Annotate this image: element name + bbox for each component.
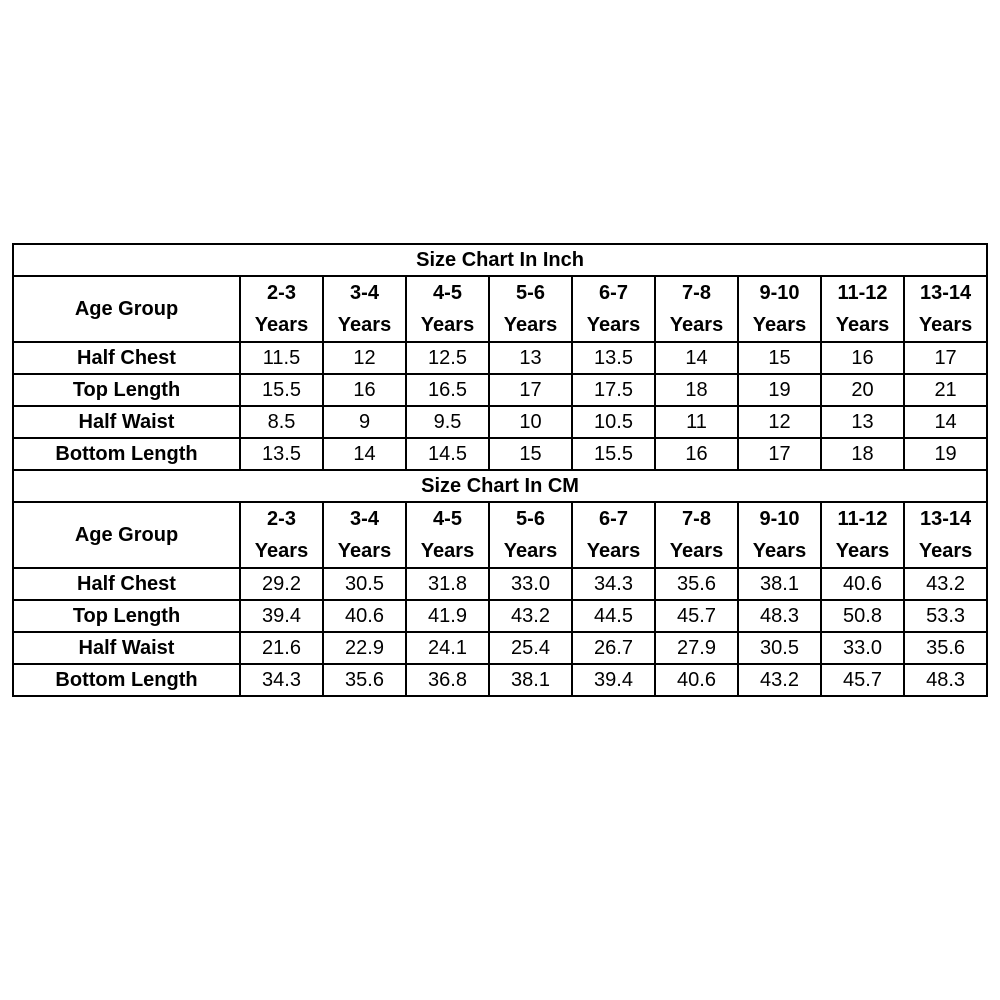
measurement-value: 17: [489, 374, 572, 406]
age-range: 7-8: [682, 508, 711, 530]
age-range: 13-14: [919, 508, 972, 530]
chart-title-cm: Size Chart In CM: [13, 470, 987, 502]
measurement-value: 13: [821, 406, 904, 438]
age-unit: Years: [669, 314, 724, 336]
measurement-value: 45.7: [655, 600, 738, 632]
measurement-value: 35.6: [323, 664, 406, 696]
age-group-header: [240, 502, 323, 568]
measurement-value: 11.5: [240, 342, 323, 374]
table-row: [13, 438, 987, 470]
age-group-header: [572, 276, 655, 342]
age-unit: Years: [420, 540, 475, 562]
measurement-value: 17.5: [572, 374, 655, 406]
measurement-value: 27.9: [655, 632, 738, 664]
measurement-value: 18: [821, 438, 904, 470]
measurement-value: 43.2: [738, 664, 821, 696]
measurement-value: 21.6: [240, 632, 323, 664]
age-group-label: Age Group: [13, 502, 240, 568]
measurement-value: 25.4: [489, 632, 572, 664]
measurement-value: 19: [904, 438, 987, 470]
measurement-value: 29.2: [240, 568, 323, 600]
age-group-label: Age Group: [13, 276, 240, 342]
measurement-value: 35.6: [904, 632, 987, 664]
table-row: [13, 406, 987, 438]
measurement-value: 12: [738, 406, 821, 438]
age-group-header: [738, 502, 821, 568]
measurement-value: 33.0: [489, 568, 572, 600]
table-row: [13, 600, 987, 632]
age-unit: Years: [752, 540, 807, 562]
measurement-value: 13.5: [240, 438, 323, 470]
age-group-header: [821, 502, 904, 568]
measurement-label: Half Waist: [13, 632, 240, 664]
measurement-value: 10.5: [572, 406, 655, 438]
age-group-header: [406, 502, 489, 568]
measurement-value: 34.3: [240, 664, 323, 696]
measurement-value: 50.8: [821, 600, 904, 632]
measurement-value: 21: [904, 374, 987, 406]
age-group-header: [904, 276, 987, 342]
measurement-value: 16: [821, 342, 904, 374]
measurement-value: 15: [738, 342, 821, 374]
measurement-value: 38.1: [489, 664, 572, 696]
measurement-value: 40.6: [655, 664, 738, 696]
age-range: 11-12: [837, 282, 888, 304]
measurement-value: 53.3: [904, 600, 987, 632]
measurement-value: 26.7: [572, 632, 655, 664]
table-row: [13, 342, 987, 374]
measurement-value: 14.5: [406, 438, 489, 470]
measurement-value: 45.7: [821, 664, 904, 696]
measurement-value: 15: [489, 438, 572, 470]
age-range: 2-3: [267, 282, 296, 304]
measurement-value: 12: [323, 342, 406, 374]
age-group-header: [489, 276, 572, 342]
age-unit: Years: [918, 314, 973, 336]
measurement-label: Top Length: [13, 600, 240, 632]
measurement-value: 10: [489, 406, 572, 438]
measurement-label: Bottom Length: [13, 664, 240, 696]
age-group-header: [821, 276, 904, 342]
measurement-value: 19: [738, 374, 821, 406]
age-group-header: [489, 502, 572, 568]
age-range: 11-12: [837, 508, 888, 530]
age-unit: Years: [586, 540, 641, 562]
age-range: 9-10: [759, 508, 800, 530]
age-range: 13-14: [919, 282, 972, 304]
measurement-value: 41.9: [406, 600, 489, 632]
age-group-header: [655, 502, 738, 568]
age-unit: Years: [337, 314, 392, 336]
age-group-header: [572, 502, 655, 568]
age-group-header: [655, 276, 738, 342]
measurement-value: 17: [904, 342, 987, 374]
measurement-value: 31.8: [406, 568, 489, 600]
age-group-header: [406, 276, 489, 342]
table-row: [13, 632, 987, 664]
measurement-label: Half Waist: [13, 406, 240, 438]
table-row: [13, 374, 987, 406]
measurement-value: 16.5: [406, 374, 489, 406]
measurement-value: 9.5: [406, 406, 489, 438]
measurement-value: 11: [655, 406, 738, 438]
age-range: 5-6: [516, 508, 545, 530]
age-range: 3-4: [350, 282, 379, 304]
measurement-value: 15.5: [572, 438, 655, 470]
measurement-value: 33.0: [821, 632, 904, 664]
age-range: 7-8: [682, 282, 711, 304]
age-group-header: [738, 276, 821, 342]
age-unit: Years: [503, 314, 558, 336]
measurement-value: 43.2: [489, 600, 572, 632]
measurement-label: Half Chest: [13, 342, 240, 374]
measurement-value: 36.8: [406, 664, 489, 696]
age-group-header: [240, 276, 323, 342]
measurement-value: 40.6: [323, 600, 406, 632]
measurement-value: 14: [655, 342, 738, 374]
measurement-label: Top Length: [13, 374, 240, 406]
chart-title-inch: Size Chart In Inch: [13, 244, 987, 276]
measurement-value: 22.9: [323, 632, 406, 664]
age-unit: Years: [586, 314, 641, 336]
measurement-value: 17: [738, 438, 821, 470]
measurement-value: 14: [904, 406, 987, 438]
measurement-value: 16: [323, 374, 406, 406]
measurement-value: 12.5: [406, 342, 489, 374]
chart-title-row-inch: [13, 244, 987, 276]
age-unit: Years: [669, 540, 724, 562]
measurement-value: 15.5: [240, 374, 323, 406]
age-range: 4-5: [433, 508, 462, 530]
age-range: 3-4: [350, 508, 379, 530]
age-group-header-row: [13, 276, 987, 342]
measurement-value: 48.3: [904, 664, 987, 696]
age-group-header: [323, 276, 406, 342]
size-chart-table: [12, 243, 988, 697]
measurement-value: 38.1: [738, 568, 821, 600]
measurement-value: 35.6: [655, 568, 738, 600]
chart-title-row-cm: [13, 470, 987, 502]
age-range: 4-5: [433, 282, 462, 304]
measurement-value: 9: [323, 406, 406, 438]
age-unit: Years: [337, 540, 392, 562]
age-group-header: [904, 502, 987, 568]
age-range: 2-3: [267, 508, 296, 530]
measurement-value: 14: [323, 438, 406, 470]
age-unit: Years: [835, 540, 890, 562]
age-range: 9-10: [759, 282, 800, 304]
age-unit: Years: [254, 540, 309, 562]
measurement-label: Bottom Length: [13, 438, 240, 470]
age-range: 5-6: [516, 282, 545, 304]
measurement-value: 39.4: [240, 600, 323, 632]
measurement-value: 13: [489, 342, 572, 374]
measurement-value: 18: [655, 374, 738, 406]
measurement-value: 13.5: [572, 342, 655, 374]
measurement-value: 44.5: [572, 600, 655, 632]
measurement-value: 40.6: [821, 568, 904, 600]
age-unit: Years: [835, 314, 890, 336]
measurement-value: 20: [821, 374, 904, 406]
measurement-value: 8.5: [240, 406, 323, 438]
age-unit: Years: [503, 540, 558, 562]
age-range: 6-7: [599, 508, 628, 530]
table-row: [13, 664, 987, 696]
table-row: [13, 568, 987, 600]
measurement-value: 30.5: [323, 568, 406, 600]
measurement-value: 39.4: [572, 664, 655, 696]
age-range: 6-7: [599, 282, 628, 304]
measurement-value: 48.3: [738, 600, 821, 632]
age-unit: Years: [254, 314, 309, 336]
measurement-value: 43.2: [904, 568, 987, 600]
measurement-value: 34.3: [572, 568, 655, 600]
age-unit: Years: [420, 314, 475, 336]
measurement-value: 24.1: [406, 632, 489, 664]
age-group-header-row: [13, 502, 987, 568]
measurement-value: 16: [655, 438, 738, 470]
measurement-label: Half Chest: [13, 568, 240, 600]
age-unit: Years: [752, 314, 807, 336]
age-group-header: [323, 502, 406, 568]
age-unit: Years: [918, 540, 973, 562]
measurement-value: 30.5: [738, 632, 821, 664]
